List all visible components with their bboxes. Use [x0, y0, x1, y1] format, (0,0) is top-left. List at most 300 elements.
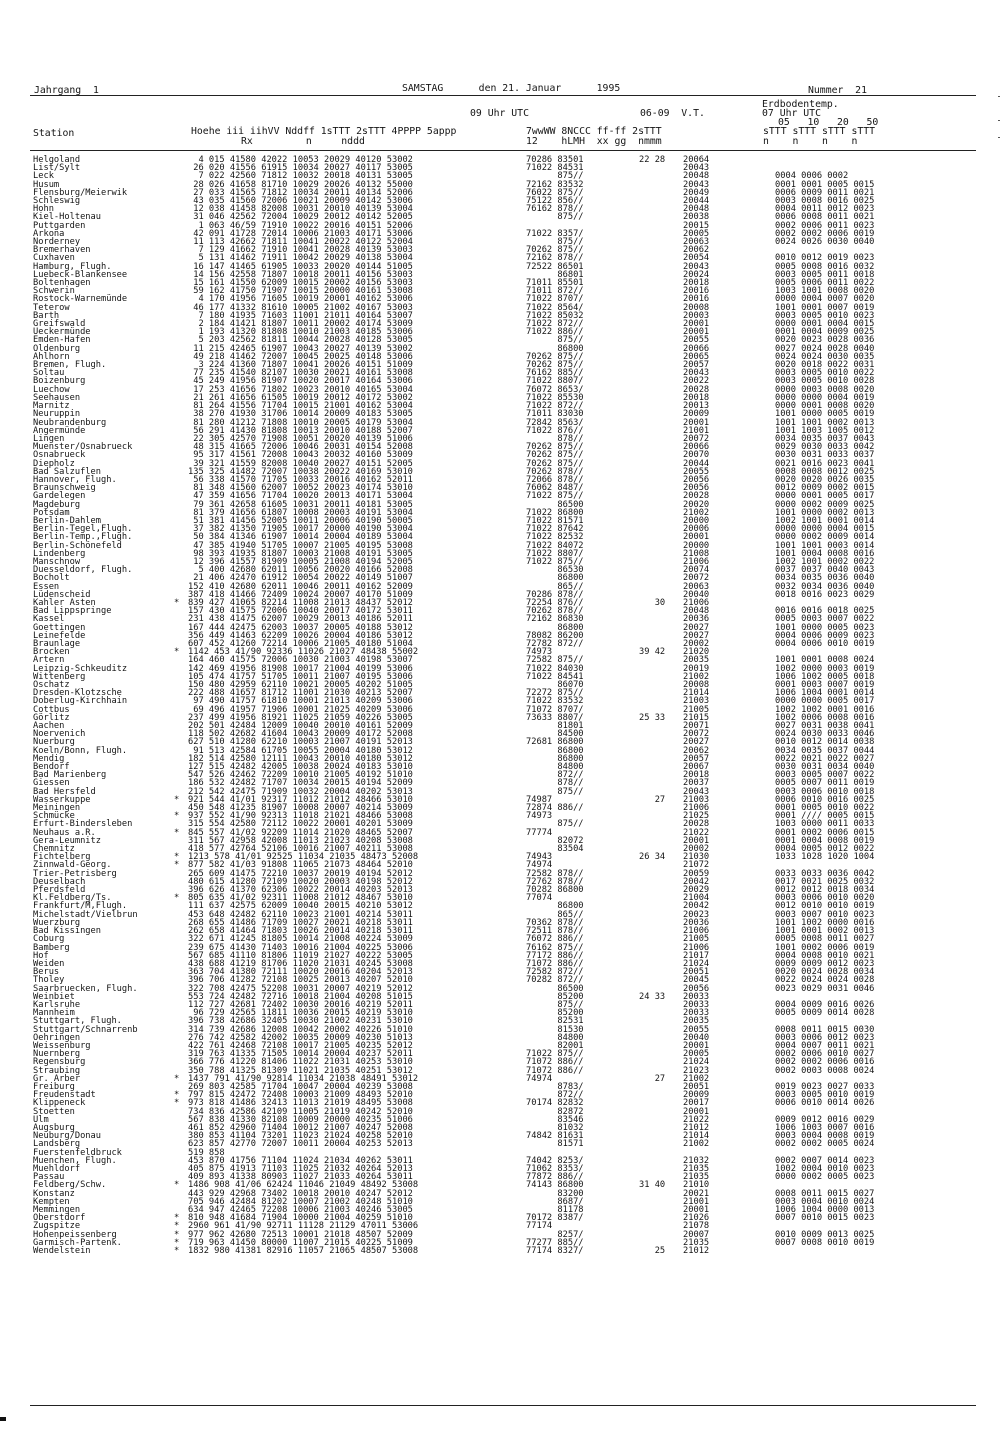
vt-code: 70282 86800: [526, 885, 584, 896]
min-temp-code: 21017: [683, 950, 710, 961]
gust-code: 39 42: [639, 647, 666, 658]
gust-code: 25 33: [639, 712, 666, 723]
vt-code: 83546: [526, 1114, 584, 1125]
station-name: Trier-Petrisberg: [33, 868, 117, 879]
station-name: Marnitz: [33, 401, 70, 412]
synop-main-code: 262 658 41464 71803 10026 20014 40218 53011: [188, 926, 413, 937]
min-temp-code: 21002: [683, 1073, 710, 1084]
min-temp-code: 21002: [683, 671, 710, 682]
synop-main-code: 322 708 42475 52208 10031 20007 40219 52012: [188, 983, 413, 994]
vt-code: 71022 872//: [526, 401, 584, 412]
vt-code: 74973: [526, 647, 553, 658]
mountain-marker: *: [174, 1098, 180, 1109]
min-temp-code: 21030: [683, 852, 710, 863]
min-temp-code: 20008: [683, 302, 710, 313]
station-name: Wuerzburg: [33, 917, 81, 928]
vt-code: 865//: [526, 909, 584, 920]
synop-main-code: 422 761 42468 72108 10017 21005 40235 52012: [188, 1040, 413, 1051]
mountain-marker: *: [174, 1180, 180, 1191]
synop-main-code: 142 469 41956 81908 10017 21004 40199 53006: [188, 663, 413, 674]
synop-main-code: 7 129 41662 71910 10041 20028 40139 53003: [188, 245, 413, 256]
station-name: Kl.Feldberg/Ts.: [33, 893, 112, 904]
station-name: Bremen, Flugh.: [33, 360, 107, 371]
synop-main-code: 81 379 41656 61807 10008 20003 40191 53004: [188, 507, 413, 518]
vt-code: 77174 8327/: [526, 1246, 584, 1257]
synop-main-code: 186 532 42482 71707 10034 20015 40194 52009: [188, 778, 413, 789]
station-name: Braunschweig: [33, 483, 96, 494]
synop-main-code: 127 515 42482 42005 10038 20024 40183 53010: [188, 762, 413, 773]
soil-temp-values: 1006 1003 0007 0016: [775, 1122, 875, 1133]
vt-code: 72162 878//: [526, 253, 584, 264]
vt-code: 71022 85032: [526, 310, 584, 321]
station-name: Erfurt-Bindersleben: [33, 819, 133, 830]
table-row: [0, 853, 1000, 861]
min-temp-code: 20003: [683, 310, 710, 321]
synop-main-code: 547 526 42462 72209 10010 21005 40192 51010: [188, 770, 413, 781]
vt-code: 74042 8253/: [526, 1155, 584, 1166]
min-temp-code: 20009: [683, 1090, 710, 1101]
vt-code: 76062 8487/: [526, 483, 584, 494]
min-temp-code: 20042: [683, 876, 710, 887]
vt-code: 875//: [526, 335, 584, 346]
soil-temp-values: 0019 0023 0027 0033: [775, 1081, 875, 1092]
station-name: Hof: [33, 950, 49, 961]
synop-main-code: 56 338 41570 71705 10033 20016 40162 52011: [188, 474, 413, 485]
soil-temp-values: 0032 0034 0036 0040: [775, 581, 875, 592]
vt-code: 71022 87642: [526, 524, 584, 535]
mountain-marker: *: [174, 827, 180, 838]
mountain-marker: *: [174, 860, 180, 871]
station-name: Feldberg/Schw.: [33, 1180, 107, 1191]
synop-main-code: 2960 961 41/90 92711 11128 21129 47011 53006: [188, 1221, 419, 1232]
synop-main-code: 1437 791 41/90 92814 11034 21038 48491 53012: [188, 1073, 419, 1084]
table-row: [0, 591, 1000, 599]
vt-code: 85200: [526, 991, 584, 1002]
min-temp-code: 20008: [683, 680, 710, 690]
min-temp-code: 20001: [683, 319, 710, 330]
synop-main-code: 15 161 41550 62009 10015 20002 40156 53003: [188, 278, 413, 289]
column-header-rule: [30, 150, 976, 151]
min-temp-code: 21035: [683, 1172, 710, 1183]
min-temp-code: 20045: [683, 975, 710, 986]
synop-main-code: 567 838 41330 82108 10009 20000 40235 51006: [188, 1114, 413, 1125]
vt-code: 70262 878//: [526, 606, 584, 617]
station-name: Bremerhaven: [33, 245, 91, 256]
min-temp-code: 21015: [683, 712, 710, 723]
station-name: Koeln/Bonn, Flugh.: [33, 745, 128, 756]
vt-code: 76162 885//: [526, 368, 584, 379]
synop-main-code: 461 852 42960 71404 10012 21007 40247 52008: [188, 1122, 413, 1133]
soil-temp-values: 0009 0012 0016 0029: [775, 1114, 875, 1125]
vt-code: 86801: [526, 269, 584, 280]
vt-code: 72582 878//: [526, 868, 584, 879]
synop-main-code: 164 460 41575 72006 10030 21003 40198 53007: [188, 655, 413, 666]
min-temp-code: 20013: [683, 401, 710, 412]
vt-code: 72762 878//: [526, 876, 584, 887]
station-name: Seehausen: [33, 392, 81, 403]
synop-main-code: 734 836 42586 42109 11005 21019 40242 52010: [188, 1106, 413, 1117]
soil-temp-values: 0030 0031 0034 0040: [775, 762, 875, 773]
vt-code: 74973: [526, 811, 553, 822]
mountain-marker: *: [174, 647, 180, 658]
synop-main-code: 27 033 41565 71812 10034 20011 40134 52006: [188, 187, 413, 198]
vt-code: 71022 84030: [526, 663, 584, 674]
synop-main-code: 118 502 42682 41604 10043 20009 40172 52008: [188, 729, 413, 740]
synop-main-code: 719 963 41450 80000 11007 21015 40225 51009: [188, 1237, 413, 1248]
vt-code: 72511 878//: [526, 926, 584, 937]
soil-temp-values: 1002 0000 0003 0019: [775, 663, 875, 674]
synop-main-code: 135 325 41482 72007 10038 20022 40169 53010: [188, 466, 413, 477]
station-name: Stuttgart/Schnarrenb: [33, 1024, 138, 1035]
station-name: Gr. Arber: [33, 1073, 81, 1084]
synop-main-code: 37 382 41350 71905 10017 20000 40190 53004: [188, 524, 413, 535]
station-name: Bad Lippspringe: [33, 606, 112, 617]
min-temp-code: 21032: [683, 1155, 710, 1166]
min-temp-code: 20051: [683, 967, 710, 978]
table-row: [0, 640, 1000, 648]
soil-temp-values: 0001 0003 0007 0019: [775, 680, 875, 690]
min-temp-code: 20029: [683, 885, 710, 896]
station-name: Nuerburg: [33, 737, 75, 748]
soil-temp-values: 1001 0001 0007 0019: [775, 302, 875, 313]
synop-main-code: 409 893 41338 80903 11027 21033 40264 53011: [188, 1172, 413, 1183]
vt-code: 86070: [526, 680, 584, 690]
soil-temp-values: 0003 0005 0007 0022: [775, 770, 875, 781]
station-name: Meiningen: [33, 803, 81, 814]
synop-main-code: 623 857 42770 72007 10011 20004 40253 52013: [188, 1139, 413, 1150]
synop-main-code: 3 224 41360 71807 10041 20026 40151 51009: [188, 360, 413, 371]
vt-code: 71022 886//: [526, 327, 584, 338]
vt-code: 77074: [526, 893, 553, 904]
vt-code: 71022 875//: [526, 556, 584, 567]
obs-time-09utc: 09 Uhr UTC: [470, 108, 529, 119]
vt-code: 82531: [526, 1016, 584, 1027]
station-name: Norderney: [33, 237, 81, 248]
station-name: Fuerstenfeldbruck: [33, 1147, 122, 1158]
synop-main-code: 453 870 41756 71104 11024 21034 40262 53011: [188, 1155, 413, 1166]
vt-code: 86800: [526, 343, 584, 354]
soil-temp-values: 1006 1002 0005 0018: [775, 671, 875, 682]
mountain-marker: *: [174, 1221, 180, 1232]
min-temp-code: 20027: [683, 622, 710, 633]
station-name: Berlin-Temp.,Flugh.: [33, 532, 133, 543]
soil-temp-values: 0003 0007 0010 0023: [775, 909, 875, 920]
synop-main-code: 2 184 41421 81807 10011 20002 40174 53009: [188, 319, 413, 330]
station-name: Görlitz: [33, 712, 70, 723]
min-temp-code: 20049: [683, 187, 710, 198]
soil-temp-values: 0004 0007 0011 0021: [775, 1040, 875, 1051]
gust-code: 22 28: [639, 155, 666, 165]
station-name: Boltenhagen: [33, 278, 91, 289]
station-name: Dresden-Klotzsche: [33, 688, 122, 699]
soil-temp-values: 0002 0007 0014 0023: [775, 1155, 875, 1166]
soil-temp-values: 0003 0008 0016 0025: [775, 196, 875, 207]
mountain-marker: *: [174, 1246, 180, 1257]
vt-code: 71022 8807/: [526, 548, 584, 559]
soil-temp-values: 0024 0024 0030 0035: [775, 351, 875, 362]
min-temp-code: 20044: [683, 196, 710, 207]
vt-code: 77774: [526, 827, 553, 838]
synop-main-code: 28 026 41658 81710 10029 20026 40132 55000: [188, 179, 413, 190]
issue-date: SAMSTAG den 21. Januar 1995: [402, 83, 621, 94]
vt-code: 71072 8707/: [526, 704, 584, 715]
station-name: Goettingen: [33, 622, 86, 633]
vt-code: 71022 8357/: [526, 228, 584, 239]
vt-code: 71022 8564/: [526, 302, 584, 313]
min-temp-code: 20055: [683, 1024, 710, 1035]
station-name: Teterow: [33, 302, 70, 313]
mountain-marker: *: [174, 794, 180, 805]
min-temp-code: 20033: [683, 1008, 710, 1019]
soil-temp-values: 1002 0004 0010 0023: [775, 1163, 875, 1174]
synop-main-code: 450 548 41235 81907 10008 20007 40214 53009: [188, 803, 413, 814]
vt-code: 72066 878//: [526, 474, 584, 485]
synop-main-code: 77 235 41540 82107 10030 20021 40161 53008: [188, 368, 413, 379]
soil-temp-values: 0033 0033 0036 0042: [775, 868, 875, 879]
soil-temp-values: 1001 0000 0005 0019: [775, 409, 875, 420]
station-name: Passau: [33, 1172, 65, 1183]
min-temp-code: 20018: [683, 770, 710, 781]
station-name: Neubrandenburg: [33, 417, 107, 428]
min-temp-code: 21002: [683, 1139, 710, 1150]
gust-code: 26 34: [639, 852, 666, 863]
soil-temp-values: 0005 0008 0011 0027: [775, 934, 875, 945]
soil-temp-values: 0020 0024 0028 0034: [775, 967, 875, 978]
min-temp-code: 20055: [683, 466, 710, 477]
min-temp-code: 20028: [683, 491, 710, 502]
min-temp-code: 20001: [683, 532, 710, 543]
table-row: [0, 1140, 1000, 1148]
soil-temp-values: 1001 0002 0006 0019: [775, 942, 875, 953]
vt-code: 76162 878//: [526, 204, 584, 215]
vt-code: 76162 875//: [526, 942, 584, 953]
soil-temp-values: 0003 0004 0010 0024: [775, 1196, 875, 1207]
synop-main-code: 202 501 42484 12009 10040 20010 40161 52009: [188, 721, 413, 732]
vt-code: 84800: [526, 762, 584, 773]
soil-temp-values: 0001 //// 0005 0015: [775, 811, 875, 822]
soil-temp-values: 0001 0005 0010 0022: [775, 803, 875, 814]
synop-main-code: 322 671 41245 81805 10014 21008 40224 53009: [188, 934, 413, 945]
soil-temp-values: 0004 0006 0010 0019: [775, 638, 875, 649]
synop-main-code: 81 264 41556 71704 10015 21001 40162 53004: [188, 401, 413, 412]
vt-code: 71022 872//: [526, 319, 584, 330]
station-name: Karlsruhe: [33, 999, 81, 1010]
station-name: Hamburg, Flugh.: [33, 261, 112, 272]
synop-main-code: 59 162 41750 71907 10015 20000 40161 53008: [188, 286, 413, 297]
synop-main-code: 634 947 42465 72208 10006 21003 40246 53005: [188, 1205, 413, 1215]
station-name: Neuburg/Donau: [33, 1131, 101, 1142]
station-name: Memmingen: [33, 1205, 81, 1215]
vt-code: 83504: [526, 844, 584, 855]
station-name: Mendig: [33, 753, 65, 764]
station-name: Straubing: [33, 1065, 81, 1076]
soil-temp-values: 0004 0009 0016 0026: [775, 999, 875, 1010]
station-name: Duesseldorf, Flugh.: [33, 565, 133, 576]
main-code-header: Hoehe iii iihVV Nddff 1sTTT 2sTTT 4PPPP 5appp: [191, 126, 457, 137]
mountain-marker: *: [174, 893, 180, 904]
min-temp-code: 20074: [683, 565, 710, 576]
vt-code: 71022 85530: [526, 392, 584, 403]
min-temp-code: 20022: [683, 376, 710, 387]
soil-temp-values: 0020 0020 0026 0035: [775, 474, 875, 485]
min-temp-code: 20072: [683, 433, 710, 444]
table-row: [0, 238, 1000, 246]
min-temp-code: 21002: [683, 507, 710, 518]
synop-main-code: 81 348 41560 62007 10052 20023 40174 53010: [188, 483, 413, 494]
footer-rule: [30, 1405, 976, 1406]
station-name: Berlin-Schönefeld: [33, 540, 122, 551]
min-temp-code: 20048: [683, 204, 710, 215]
vt-code: 71011 85501: [526, 278, 584, 289]
station-name: Stuttgart, Flugh.: [33, 1016, 122, 1027]
min-temp-code: 21072: [683, 860, 710, 871]
synop-main-code: 182 514 42580 12111 10043 20010 40180 53012: [188, 753, 413, 764]
vt-code-header: 7wwWW 8NCCC ff-ff 2sTTT: [526, 126, 662, 137]
vt-code: 71022 86800: [526, 507, 584, 518]
vt-code: 86800: [526, 573, 584, 584]
station-name: Bamberg: [33, 942, 70, 953]
min-temp-code: 21022: [683, 827, 710, 838]
soil-temp-values: 1003 1001 0008 0020: [775, 286, 875, 297]
station-name: Braunlage: [33, 638, 81, 649]
vt-code: 84800: [526, 1032, 584, 1043]
synop-main-code: 418 577 42764 52106 10016 21007 40211 53008: [188, 844, 413, 855]
soil-temp-values: 1001 1001 0002 0013: [775, 417, 875, 428]
min-temp-code: 20001: [683, 835, 710, 846]
min-temp-code: 21006: [683, 597, 710, 608]
vt-code: 76072 886//: [526, 934, 584, 945]
station-name: Bad Salzuflen: [33, 466, 101, 477]
station-name: Kassel: [33, 614, 65, 625]
vt-code: 77277 885//: [526, 1237, 584, 1248]
vt-code: 71022 876//: [526, 425, 584, 436]
station-name: Regensburg: [33, 1057, 86, 1068]
station-name: Coburg: [33, 934, 65, 945]
soil-depths: 05 10 20 50: [778, 117, 879, 128]
synop-main-code: 105 474 41757 51705 10011 21007 40195 53006: [188, 671, 413, 682]
vt-code: 8257/: [526, 1229, 584, 1240]
vt-code: 72162 83532: [526, 179, 584, 190]
synop-main-code: 363 704 41380 72111 10020 20016 40204 52013: [188, 967, 413, 978]
min-temp-code: 20055: [683, 335, 710, 346]
vt-code: 70282 872//: [526, 975, 584, 986]
soil-temp-values: 0010 0012 0014 0038: [775, 737, 875, 748]
synop-main-code: 438 688 41219 81706 11020 21031 40245 53008: [188, 958, 413, 969]
synop-main-code: 396 626 41370 62306 10022 20014 40203 52013: [188, 885, 413, 896]
soil-temp-values: 0002 0006 0011 0023: [775, 220, 875, 231]
synop-main-code: 396 706 41282 72108 10025 20013 40207 52010: [188, 975, 413, 986]
vt-code: 77174: [526, 1221, 553, 1232]
synop-main-code: 22 305 42570 71908 10051 20020 40139 51006: [188, 433, 413, 444]
min-temp-code: 21003: [683, 696, 710, 707]
synop-main-code: 49 218 41462 72007 10045 20025 40148 53006: [188, 351, 413, 362]
synop-main-code: 21 261 41656 61505 10019 20012 40172 53002: [188, 392, 413, 403]
station-name: Tholey: [33, 975, 65, 986]
min-temp-code: 20006: [683, 524, 710, 535]
min-temp-code: 21006: [683, 556, 710, 567]
soil-temp-values: 1003 0000 0011 0033: [775, 819, 875, 830]
soil-temp-values: 0000 0004 0007 0020: [775, 294, 875, 305]
synop-main-code: 69 496 41957 71906 10001 21025 40209 53006: [188, 704, 413, 715]
vt-code: 86800: [526, 753, 584, 764]
min-temp-code: 20067: [683, 762, 710, 773]
min-temp-code: 21022: [683, 1114, 710, 1125]
synop-main-code: 810 948 41684 71904 10000 21004 40259 51010: [188, 1213, 413, 1224]
soil-temp-values: 0003 0006 0012 0023: [775, 1032, 875, 1043]
synop-main-code: 56 291 41430 81808 10013 20010 40188 52007: [188, 425, 413, 436]
soil-temp-values: 0000 0002 0009 0025: [775, 499, 875, 510]
mountain-marker: *: [174, 1237, 180, 1248]
station-name: Augsburg: [33, 1122, 75, 1133]
soil-temp-values: 0005 0008 0016 0032: [775, 261, 875, 272]
table-row: [0, 1173, 1000, 1181]
synop-main-code: 387 418 41466 72409 10024 20007 40170 51009: [188, 589, 413, 600]
vt-code: 878//: [526, 778, 584, 789]
soil-temp-values: 0000 0002 0005 0023: [775, 1172, 875, 1183]
station-name: Leinefelde: [33, 630, 86, 641]
soil-temp-values: 0029 0030 0033 0042: [775, 442, 875, 453]
station-name: Michelstadt/Vielbrun: [33, 909, 138, 920]
soil-temp-values: 0001 0001 0005 0015: [775, 179, 875, 190]
soil-temp-values: 0010 0009 0013 0025: [775, 1229, 875, 1240]
synop-main-code: 480 615 41280 72109 10020 20003 40198 52012: [188, 876, 413, 887]
soil-temp-values: 0004 0008 0010 0021: [775, 950, 875, 961]
station-name: Aachen: [33, 721, 65, 732]
table-row: [0, 1239, 1000, 1247]
station-name: Hannover, Flugh.: [33, 474, 117, 485]
soil-temp-heading: Erdbodentemp.: [762, 99, 839, 110]
synop-main-code: 12 396 41557 81909 10005 21008 40194 52005: [188, 556, 413, 567]
obs-time-0609: 06-09 V.T.: [640, 108, 705, 119]
min-temp-code: 20005: [683, 1049, 710, 1060]
station-name: Frankfurt/M,Flugh.: [33, 901, 128, 912]
mountain-marker: *: [174, 1213, 180, 1224]
min-temp-code: 20000: [683, 515, 710, 526]
table-row: [0, 1214, 1000, 1222]
station-name: List/Sylt: [33, 163, 81, 174]
station-name: Kiel-Holtenau: [33, 212, 101, 223]
vt-code: 875//: [526, 819, 584, 830]
soil-temp-values: 0003 0004 0008 0019: [775, 1131, 875, 1142]
station-name: Pferdsfeld: [33, 885, 86, 896]
station-name: Deuselbach: [33, 876, 86, 887]
synop-main-code: 47 359 41656 71704 10020 20013 40171 53004: [188, 491, 413, 502]
station-name: Essen: [33, 581, 60, 592]
synop-main-code: 366 776 41220 81406 11022 21031 40253 53010: [188, 1057, 413, 1068]
synop-main-code: 31 046 42562 72004 10029 20012 40142 52005: [188, 212, 413, 223]
soil-temp-values: 0003 0006 0010 0018: [775, 786, 875, 797]
table-row: [0, 1247, 1000, 1255]
soil-temp-values: 0023 0029 0031 0046: [775, 983, 875, 994]
soil-temp-values: 0008 0008 0012 0025: [775, 466, 875, 477]
synop-main-code: 111 637 42575 62009 10040 20015 40210 53012: [188, 901, 413, 912]
synop-main-code: 380 853 41104 73201 11023 21024 40258 52010: [188, 1131, 413, 1142]
synop-main-code: 45 249 41956 81907 10020 20017 40164 53006: [188, 376, 413, 387]
synop-main-code: 12 038 41458 82008 10031 20010 40139 53004: [188, 204, 413, 215]
soil-temp-values: 0003 0005 0010 0022: [775, 368, 875, 379]
vt-code: 86800: [526, 745, 584, 756]
table-row: [0, 1009, 1000, 1017]
station-name: Fichtelberg: [33, 852, 91, 863]
vt-code: 86500: [526, 983, 584, 994]
station-name: Lüdenscheid: [33, 589, 91, 600]
min-temp-code: 20065: [683, 351, 710, 362]
mountain-marker: *: [174, 1073, 180, 1084]
station-name: Diepholz: [33, 458, 75, 469]
vt-code: 76022 875//: [526, 187, 584, 198]
vt-code: 71022 8807/: [526, 376, 584, 387]
min-temp-code: 21025: [683, 811, 710, 822]
